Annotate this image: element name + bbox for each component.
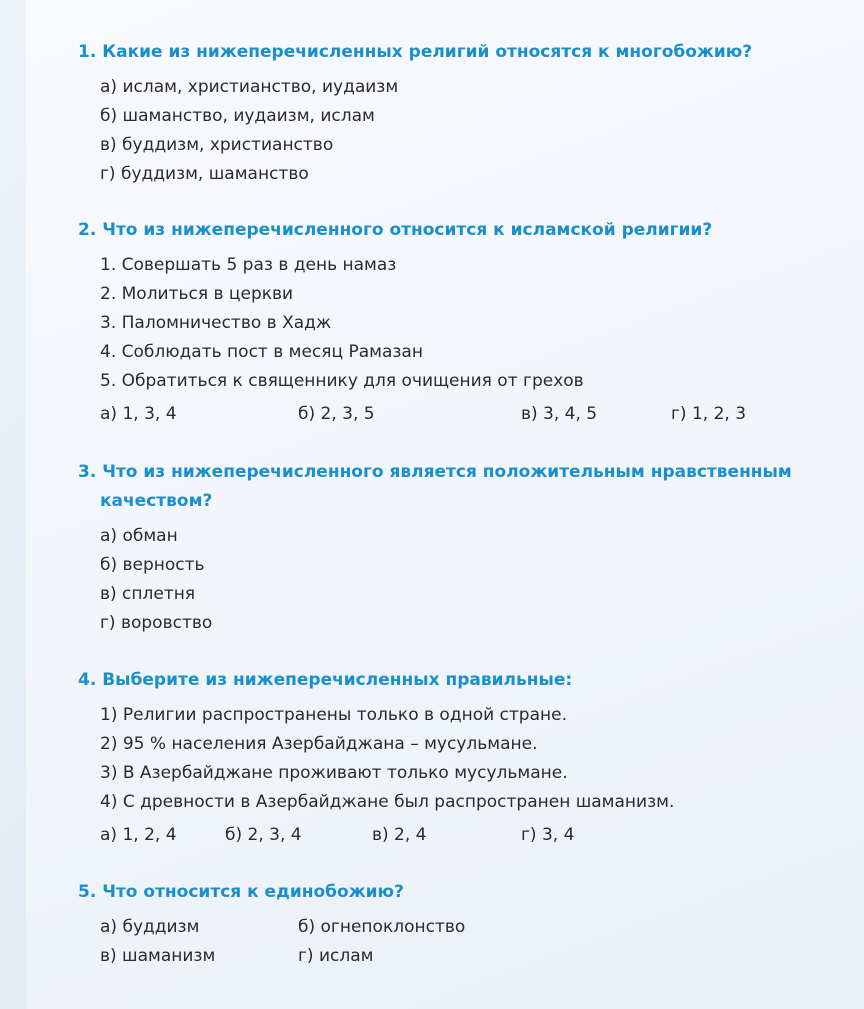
question-4-title: 4. Выберите из нижеперечисленных правильные: xyxy=(78,670,573,690)
question-1-title: 1. Какие из нижеперечисленных религий относятся к многобожию? xyxy=(78,42,753,62)
answer-row xyxy=(100,400,824,429)
statement-item: 1. Совершать 5 раз в день намаз xyxy=(100,255,397,275)
option-c: в) сплетня xyxy=(100,584,196,604)
answer-a: а) буддизм xyxy=(100,917,200,937)
answer-d: г) ислам xyxy=(298,946,374,966)
question-2-title: 2. Что из нижеперечисленного относится к исламской религии? xyxy=(78,220,713,240)
answer-c: в) 3, 4, 5 xyxy=(521,404,598,424)
statement-item: 2. Молиться в церкви xyxy=(100,284,294,304)
question-4-items xyxy=(100,701,824,850)
question-5 xyxy=(78,878,824,971)
question-5-title: 5. Что относится к единобожию? xyxy=(78,882,404,902)
question-2-items xyxy=(100,251,824,429)
option-a: а) обман xyxy=(100,526,178,546)
answer-b: б) 2, 3, 5 xyxy=(298,404,375,424)
statement-item: 2) 95 % населения Азербайджана – мусульмане. xyxy=(100,734,538,754)
option-d: г) воровство xyxy=(100,613,213,633)
answer-row xyxy=(100,821,824,850)
answer-b: б) 2, 3, 4 xyxy=(225,825,302,845)
answer-c: в) шаманизм xyxy=(100,946,216,966)
answer-a: а) 1, 2, 4 xyxy=(100,825,177,845)
option-b: б) шаманство, иудаизм, ислам xyxy=(100,106,375,126)
answer-d: г) 3, 4 xyxy=(521,825,575,845)
option-b: б) верность xyxy=(100,555,205,575)
answer-row xyxy=(100,942,824,971)
statement-item: 1) Религии распространены только в одной стране. xyxy=(100,705,567,725)
question-3 xyxy=(78,458,824,638)
answer-d: г) 1, 2, 3 xyxy=(671,404,747,424)
option-a: а) ислам, христианство, иудаизм xyxy=(100,77,399,97)
statement-item: 4) С древности в Азербайджане был распространен шаманизм. xyxy=(100,792,675,812)
option-c: в) буддизм, христианство xyxy=(100,135,334,155)
answer-row xyxy=(100,913,824,942)
question-3-title-line2: качеством? xyxy=(100,491,213,511)
question-3-title xyxy=(78,458,824,516)
option-d: г) буддизм, шаманство xyxy=(100,164,309,184)
statement-item: 3) В Азербайджане проживают только мусульмане. xyxy=(100,763,568,783)
answer-c: в) 2, 4 xyxy=(372,825,427,845)
statement-item: 4. Соблюдать пост в месяц Рамазан xyxy=(100,342,423,362)
question-1 xyxy=(78,38,824,189)
answer-b: б) огнепоклонство xyxy=(298,917,466,937)
question-3-title-line1: 3. Что из нижеперечисленного является положительным нравственным xyxy=(78,462,792,482)
question-4 xyxy=(78,666,824,850)
question-2 xyxy=(78,216,824,429)
question-3-options xyxy=(100,522,824,638)
question-5-answers xyxy=(100,913,824,971)
question-1-options xyxy=(100,73,824,189)
statement-item: 5. Обратиться к священнику для очищения от грехов xyxy=(100,371,584,391)
answer-a: а) 1, 3, 4 xyxy=(100,404,177,424)
statement-item: 3. Паломничество в Хадж xyxy=(100,313,332,333)
